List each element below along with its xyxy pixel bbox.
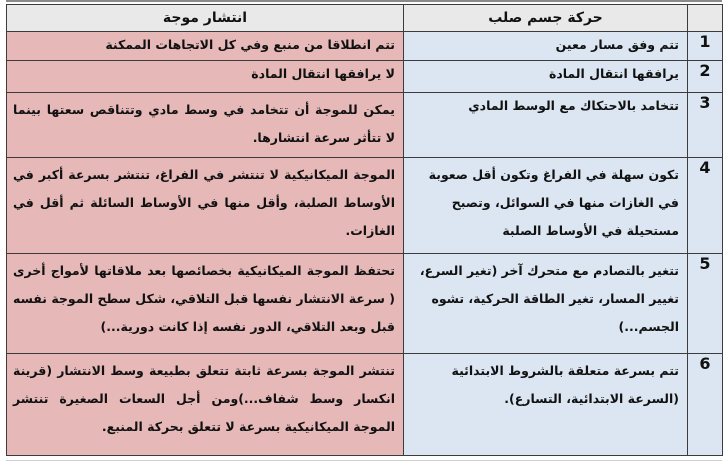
row-number: 3 <box>688 92 723 157</box>
solid-text: تتخامد بالاحتكاك مع الوسط المادي <box>468 97 679 113</box>
solid-text: تتغير بالتصادم مع متحرك آخر (تغير السرع، تغيير المسار، تغير الطاقة الحركية، تشوه الجسم...) <box>419 263 679 335</box>
wave-text: يمكن للموجة أن تتخامد في وسط مادي وتتناقص سعتها بينما لا تتأثر سرعة انتشارها. <box>13 101 395 145</box>
wave-text: تتم انطلاقا من منبع وفي كل الاتجاهات الممكنة <box>105 36 395 52</box>
solid-text: تتم بسرعة متعلقة بالشروط الابتدائية (السرعة الابتدائية، التسارع). <box>451 362 679 406</box>
solid-cell <box>404 92 688 157</box>
header-solid: حركة جسم صلب <box>404 5 688 32</box>
solid-cell <box>404 158 688 254</box>
solid-text: تتم وفق مسار معين <box>555 36 679 52</box>
wave-cell <box>7 254 404 353</box>
header-row <box>7 5 723 32</box>
solid-cell <box>404 60 688 92</box>
table-row <box>7 31 723 60</box>
solid-text: يرافقها انتقال المادة <box>548 65 679 81</box>
solid-cell <box>404 353 688 455</box>
solid-cell <box>404 31 688 60</box>
row-number: 1 <box>688 31 723 60</box>
wave-text: تنتشر الموجة بسرعة ثابتة تتعلق بطبيعة وسط الانتشار (قرينة انكسار وسط شفاف...)ومن أجل السعات الصغيرة تنتشر الموجة الميكانيكية بسرعة لا تتعلق بحركة المنبع. <box>13 362 395 434</box>
table-row <box>7 158 723 254</box>
wave-cell <box>7 353 404 455</box>
wave-text: الموجة الميكانيكية لا تنتشر في الفراغ، تنتشر بسرعة أكبر في الأوساط الصلبة، وأقل منها في الأوساط السائلة ثم أقل في الغازات. <box>13 167 395 239</box>
row-number: 6 <box>688 353 723 455</box>
wave-text: تحتفظ الموجة الميكانيكية بخصائصها بعد ملاقاتها لأمواج أخرى ( سرعة الانتشار نفسها قبل التلاقي، شكل سطح الموجة نفسه قبل وبعد التلاقي، الدور نفسه إذا كانت دورية...) <box>13 263 395 335</box>
wave-cell <box>7 158 404 254</box>
wave-cell <box>7 31 404 60</box>
header-num <box>688 5 723 32</box>
row-number: 2 <box>688 60 723 92</box>
solid-cell <box>404 254 688 353</box>
table-row <box>7 60 723 92</box>
row-number: 5 <box>688 254 723 353</box>
wave-cell <box>7 60 404 92</box>
solid-text: تكون سهلة في الفراغ وتكون أقل صعوبة في الغازات منها في السوائل، وتصبح مستحيلة في الأوساط الصلبة <box>428 167 679 239</box>
header-wave: انتشار موجة <box>7 5 404 32</box>
row-number: 4 <box>688 158 723 254</box>
comparison-table <box>6 4 723 456</box>
wave-text: لا يرافقها انتقال المادة <box>251 65 395 81</box>
table-row <box>7 92 723 157</box>
table-row <box>7 353 723 455</box>
table-row <box>7 254 723 353</box>
bottom-rule <box>6 460 722 461</box>
top-rule <box>6 0 722 2</box>
wave-cell <box>7 92 404 157</box>
